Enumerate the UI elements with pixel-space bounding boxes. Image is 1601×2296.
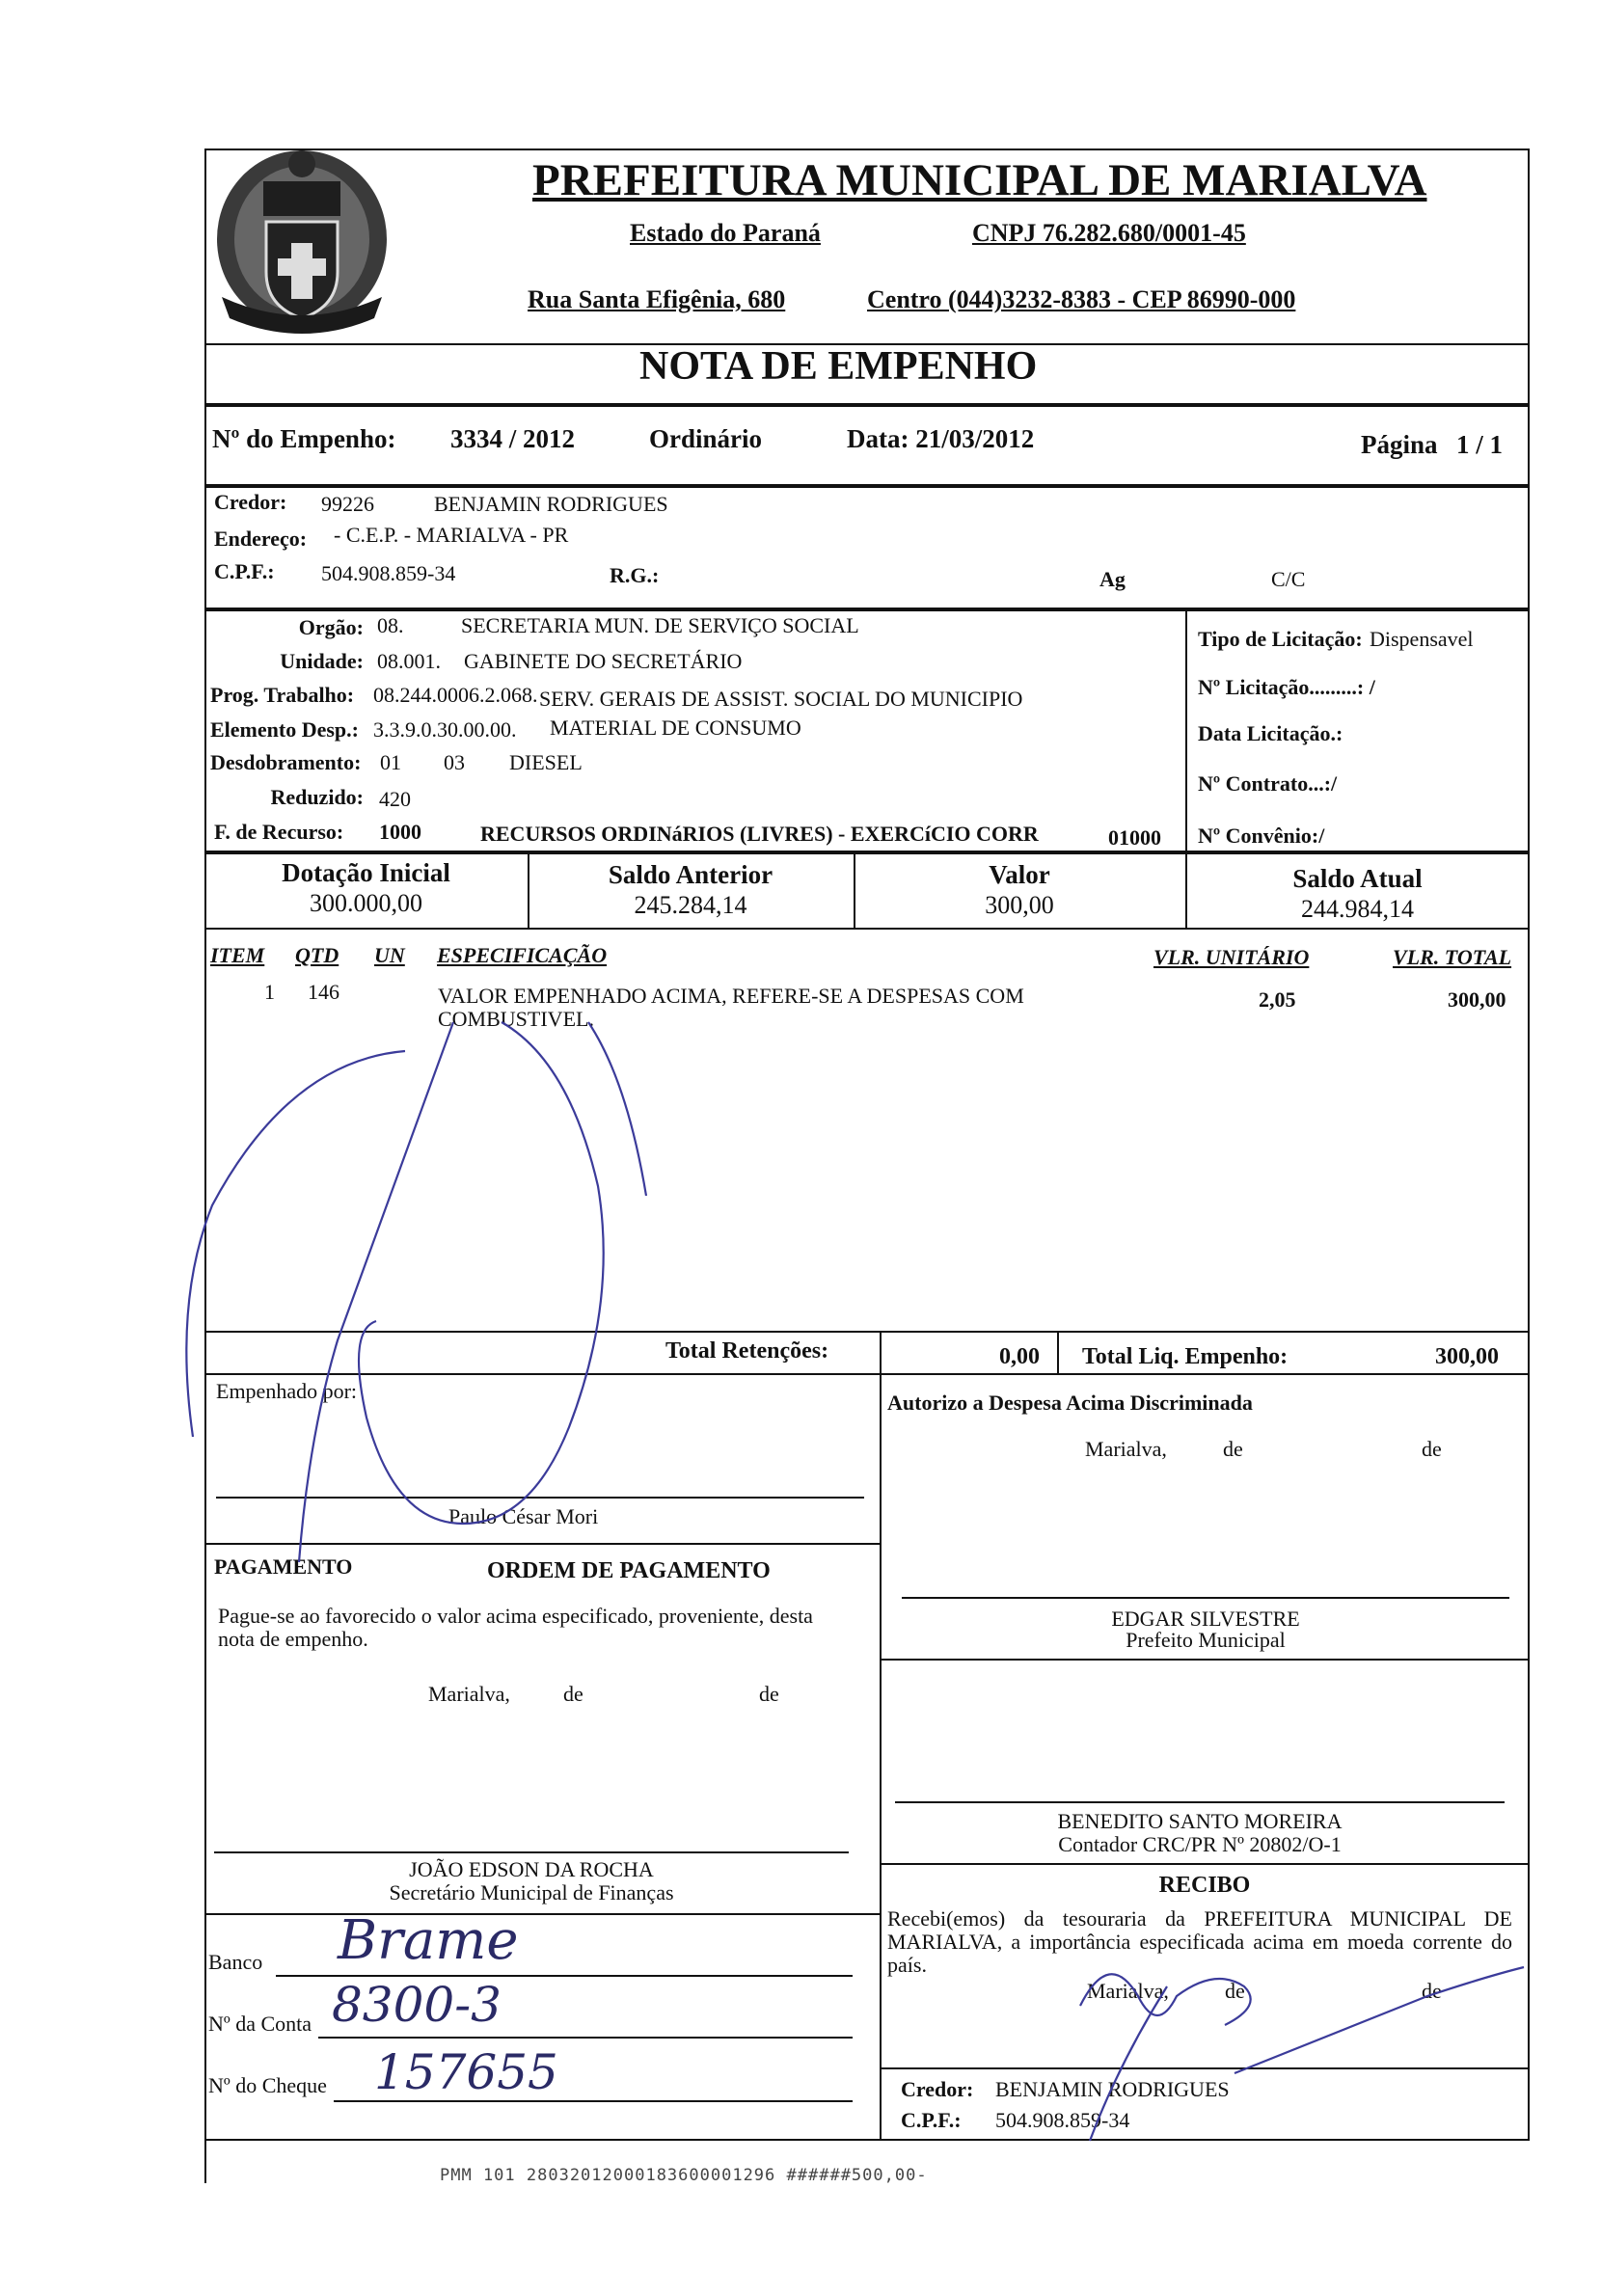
liquido-value: 300,00	[1435, 1344, 1499, 1369]
desdobramento-a: 01	[380, 750, 401, 774]
empenhado-label: Empenhado por:	[216, 1379, 358, 1403]
creditor-address: - C.E.P. - MARIALVA - PR	[334, 523, 569, 547]
treasurer-title: Secretário Municipal de Finanças	[389, 1880, 674, 1904]
page-label: Página	[1361, 430, 1438, 459]
mayor-name: EDGAR SILVESTRE	[1111, 1607, 1300, 1631]
saldo-anterior-label: Saldo Anterior	[608, 860, 773, 889]
orgao-label: Orgão:	[298, 615, 364, 639]
col-qtd-header: QTD	[295, 943, 339, 967]
licitacao-numero: Nº Licitação.........: /	[1198, 675, 1375, 699]
conta-value: 8300-3	[332, 1977, 502, 2033]
creditor-code: 99226	[321, 492, 374, 516]
receipt-place: Marialva,	[1087, 1979, 1169, 2003]
receipt-text: Recebi(emos) da tesouraria da PREFEITURA MUNICIPAL DE MARIALVA, a importância especificada acima em moeda corrente do país.	[887, 1906, 1512, 1977]
receipt-de2: de	[1422, 1979, 1442, 2003]
conta-label: Nº da Conta	[208, 2012, 312, 2036]
prog-code: 08.244.0006.2.068.	[373, 683, 538, 707]
licitacao-data: Data Licitação.:	[1198, 721, 1343, 745]
rg-label: R.G.:	[610, 563, 660, 587]
col-item-header: ITEM	[210, 943, 265, 967]
item-spec-line1: VALOR EMPENHADO ACIMA, REFERE-SE A DESPESAS COM	[438, 984, 1024, 1008]
unidade-label: Unidade:	[280, 649, 364, 673]
autorizo-de2: de	[1422, 1437, 1442, 1461]
licitacao-tipo-label: Tipo de Licitação:	[1198, 627, 1363, 651]
reduzido-value: 420	[379, 787, 411, 811]
cheque-label: Nº do Cheque	[208, 2073, 327, 2097]
col-unit-header: VLR. UNITÁRIO	[1153, 945, 1310, 969]
ag-label: Ag	[1099, 567, 1126, 591]
creditor-label: Credor:	[214, 490, 287, 514]
col-total-header: VLR. TOTAL	[1393, 945, 1512, 969]
header-district-phone-cep: Centro (044)3232-8383 - CEP 86990-000	[867, 285, 1296, 313]
desdobramento-b: 03	[444, 750, 465, 774]
cheque-value: 157655	[374, 2044, 558, 2100]
item-number: 1	[264, 980, 275, 1004]
receipt-cpf-label: C.P.F.:	[901, 2108, 962, 2132]
receipt-title: RECIBO	[1158, 1873, 1251, 1898]
prog-label: Prog. Trabalho:	[210, 683, 355, 707]
unidade-name: GABINETE DO SECRETÁRIO	[464, 649, 743, 673]
item-unit-price: 2,05	[1259, 987, 1296, 1012]
autorizo-place: Marialva,	[1085, 1437, 1167, 1461]
autorizo-de1: de	[1223, 1437, 1243, 1461]
liquido-label: Total Liq. Empenho:	[1082, 1344, 1289, 1369]
col-spec-header: ESPECIFICAÇÃO	[437, 943, 608, 967]
cc-label: C/C	[1271, 567, 1306, 591]
saldo-atual-value: 244.984,14	[1301, 895, 1414, 923]
prog-name: SERV. GERAIS DE ASSIST. SOCIAL DO MUNICIPIO	[539, 687, 1023, 711]
empenho-date: Data: 21/03/2012	[847, 424, 1035, 453]
saldo-atual-label: Saldo Atual	[1292, 864, 1423, 893]
recurso-name: RECURSOS ORDINáRIOS (LIVRES) - EXERCíCIO CORR	[480, 822, 1039, 846]
page-number: 1 / 1	[1456, 430, 1504, 459]
licitacao-contrato: Nº Contrato...:/	[1198, 771, 1338, 796]
empenhado-name: Paulo César Mori	[448, 1504, 599, 1528]
receipt-cpf: 504.908.859-34	[995, 2108, 1130, 2132]
address-label: Endereço:	[214, 527, 308, 551]
dotacao-value: 300.000,00	[310, 889, 422, 917]
accountant-title: Contador CRC/PR Nº 20802/O-1	[1058, 1832, 1342, 1856]
creditor-name: BENJAMIN RODRIGUES	[434, 492, 668, 516]
payment-de1: de	[563, 1682, 583, 1706]
elemento-label: Elemento Desp.:	[210, 717, 359, 742]
orgao-code: 08.	[377, 613, 404, 637]
footer-code: PMM 101 28032012000183600001296 ######500,00-	[440, 2166, 928, 2185]
elemento-code: 3.3.9.0.30.00.00.	[373, 717, 517, 742]
retencoes-value: 0,00	[999, 1344, 1040, 1369]
elemento-name: MATERIAL DE CONSUMO	[550, 716, 801, 740]
cpf-label: C.P.F.:	[214, 559, 275, 583]
empenho-type: Ordinário	[649, 424, 763, 453]
autorizo-text: Autorizo a Despesa Acima Discriminada	[887, 1391, 1253, 1415]
retencoes-label: Total Retenções:	[665, 1338, 829, 1364]
valor-label: Valor	[989, 860, 1050, 889]
treasurer-name: JOÃO EDSON DA ROCHA	[409, 1857, 654, 1881]
receipt-de1: de	[1225, 1979, 1245, 2003]
receipt-credor-label: Credor:	[901, 2077, 974, 2101]
pagamento-label: PAGAMENTO	[214, 1554, 353, 1579]
payment-text: Pague-se ao favorecido o valor acima especificado, proveniente, desta nota de empenho.	[218, 1604, 813, 1651]
accountant-name: BENEDITO SANTO MOREIRA	[1057, 1809, 1343, 1833]
banco-value: Brame	[338, 1909, 519, 1972]
desdobramento-name: DIESEL	[509, 750, 583, 774]
desdobramento-label: Desdobramento:	[210, 750, 362, 774]
reduzido-label: Reduzido:	[270, 785, 364, 809]
creditor-cpf: 504.908.859-34	[321, 561, 456, 585]
empenho-number: 3334 / 2012	[450, 424, 576, 453]
item-qtd: 146	[308, 980, 339, 1004]
header-address: Rua Santa Efigênia, 680	[528, 285, 786, 313]
mayor-title: Prefeito Municipal	[1126, 1628, 1286, 1652]
unidade-code: 08.001.	[377, 649, 441, 673]
saldo-anterior-value: 245.284,14	[634, 891, 747, 919]
item-total: 300,00	[1448, 987, 1506, 1012]
empenho-label: Nº do Empenho:	[212, 424, 396, 453]
recurso-label: F. de Recurso:	[214, 820, 344, 844]
payment-place: Marialva,	[428, 1682, 510, 1706]
item-spec-line2: COMBUSTIVEL.	[438, 1007, 594, 1031]
licitacao-tipo: Dispensavel	[1370, 627, 1474, 651]
col-un-header: UN	[374, 943, 405, 967]
header-title: PREFEITURA MUNICIPAL DE MARIALVA	[532, 155, 1427, 205]
header-state: Estado do Paraná	[630, 219, 821, 247]
header-cnpj: CNPJ 76.282.680/0001-45	[972, 219, 1246, 247]
banco-label: Banco	[208, 1950, 263, 1974]
dotacao-label: Dotação Inicial	[282, 858, 450, 887]
payment-de2: de	[759, 1682, 779, 1706]
valor-value: 300,00	[985, 891, 1054, 919]
orgao-name: SECRETARIA MUN. DE SERVIÇO SOCIAL	[461, 613, 859, 637]
receipt-credor: BENJAMIN RODRIGUES	[995, 2077, 1230, 2101]
licitacao-convenio: Nº Convênio:/	[1198, 824, 1325, 848]
document-title: NOTA DE EMPENHO	[639, 344, 1038, 389]
recurso-num: 01000	[1108, 825, 1161, 850]
recurso-code: 1000	[379, 820, 421, 844]
ordem-label: ORDEM DE PAGAMENTO	[487, 1558, 771, 1583]
